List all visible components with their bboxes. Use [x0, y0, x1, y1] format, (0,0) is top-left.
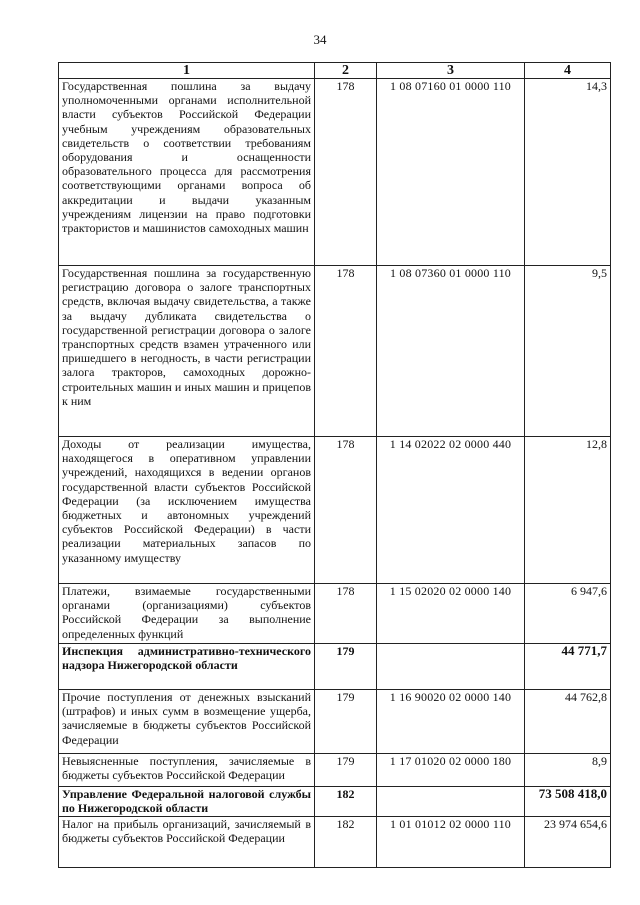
row-name-cell: Управление Федеральной налоговой службы по Нижегородской области	[59, 787, 315, 817]
row-kbk-cell: 1 16 90020 02 0000 140	[377, 690, 525, 754]
row-kbk-cell: 1 01 01012 02 0000 110	[377, 817, 525, 868]
row-amount-cell: 8,9	[525, 754, 611, 787]
table-row	[59, 79, 611, 266]
row-code-cell: 178	[315, 79, 377, 266]
table-row	[59, 817, 611, 868]
row-code-cell: 179	[315, 754, 377, 787]
row-name-cell: Платежи, взимаемые государственными органами (организациями) субъектов Российской Федерации за выполнение определенных функций	[59, 584, 315, 644]
row-amount-cell: 23 974 654,6	[525, 817, 611, 868]
row-code-cell: 179	[315, 644, 377, 690]
table-row	[59, 787, 611, 817]
row-amount-cell: 6 947,6	[525, 584, 611, 644]
row-kbk-cell: 1 08 07360 01 0000 110	[377, 266, 525, 437]
table-row	[59, 584, 611, 644]
row-amount-cell: 44 771,7	[525, 644, 611, 690]
row-name-cell: Невыясненные поступления, зачисляемые в бюджеты субъектов Российской Федерации	[59, 754, 315, 787]
row-name-cell: Государственная пошлина за государственную регистрацию договора о залоге транспортных средств, включая выдачу свидетельства, а также за выдачу дубликата свидетельства о государственной регистрации договора о залоге транспортных средств взамен утраченного или пришедшего в негодность, в части регистрации залога тракторов, самоходных дорожно-строительных машин и иных машин и прицепов к ним	[59, 266, 315, 437]
row-kbk-cell: 1 14 02022 02 0000 440	[377, 437, 525, 584]
row-name-cell: Инспекция административно-технического надзора Нижегородской области	[59, 644, 315, 690]
header-col-4: 4	[525, 63, 611, 79]
row-code-cell: 182	[315, 817, 377, 868]
row-code-cell: 178	[315, 437, 377, 584]
row-kbk-cell: 1 08 07160 01 0000 110	[377, 79, 525, 266]
row-amount-cell: 73 508 418,0	[525, 787, 611, 817]
row-code-cell: 178	[315, 266, 377, 437]
row-amount-cell: 44 762,8	[525, 690, 611, 754]
table-row	[59, 266, 611, 437]
page-number: 34	[313, 32, 327, 47]
row-name-cell: Прочие поступления от денежных взысканий (штрафов) и иных сумм в возмещение ущерба, зачисляемые в бюджеты субъектов Российской Федерации	[59, 690, 315, 754]
table-row	[59, 437, 611, 584]
table-row	[59, 644, 611, 690]
row-kbk-cell	[377, 644, 525, 690]
table-row	[59, 754, 611, 787]
row-code-cell: 179	[315, 690, 377, 754]
row-code-cell: 178	[315, 584, 377, 644]
row-name-cell: Налог на прибыль организаций, зачисляемый в бюджеты субъектов Российской Федерации	[59, 817, 315, 868]
row-kbk-cell: 1 15 02020 02 0000 140	[377, 584, 525, 644]
row-name-cell: Государственная пошлина за выдачу уполномоченными органами исполнительной власти субъектов Российской Федерации учебным учреждениям образовательных свидетельств о соответствии требованиям оборудования и оснащенности образовательного процесса для рассмотрения соответствующими органами вопроса об аккредитации и выдачи указанным учреждениям лицензии на право подготовки трактористов и машинистов самоходных машин	[59, 79, 315, 266]
header-col-3: 3	[377, 63, 525, 79]
table-header-row	[59, 63, 611, 79]
header-col-1: 1	[59, 63, 315, 79]
row-kbk-cell: 1 17 01020 02 0000 180	[377, 754, 525, 787]
table-row	[59, 690, 611, 754]
row-name-cell: Доходы от реализации имущества, находящегося в оперативном управлении учреждений, находящихся в ведении органов государственной власти субъектов Российской Федерации (за исключением имущества бюджетных и автономных учреждений субъектов Российской Федерации) в части реализации материальных запасов по указанному имуществу	[59, 437, 315, 584]
row-kbk-cell	[377, 787, 525, 817]
revenue-table	[58, 62, 611, 868]
header-col-2: 2	[315, 63, 377, 79]
row-amount-cell: 12,8	[525, 437, 611, 584]
row-amount-cell: 9,5	[525, 266, 611, 437]
row-code-cell: 182	[315, 787, 377, 817]
row-amount-cell: 14,3	[525, 79, 611, 266]
